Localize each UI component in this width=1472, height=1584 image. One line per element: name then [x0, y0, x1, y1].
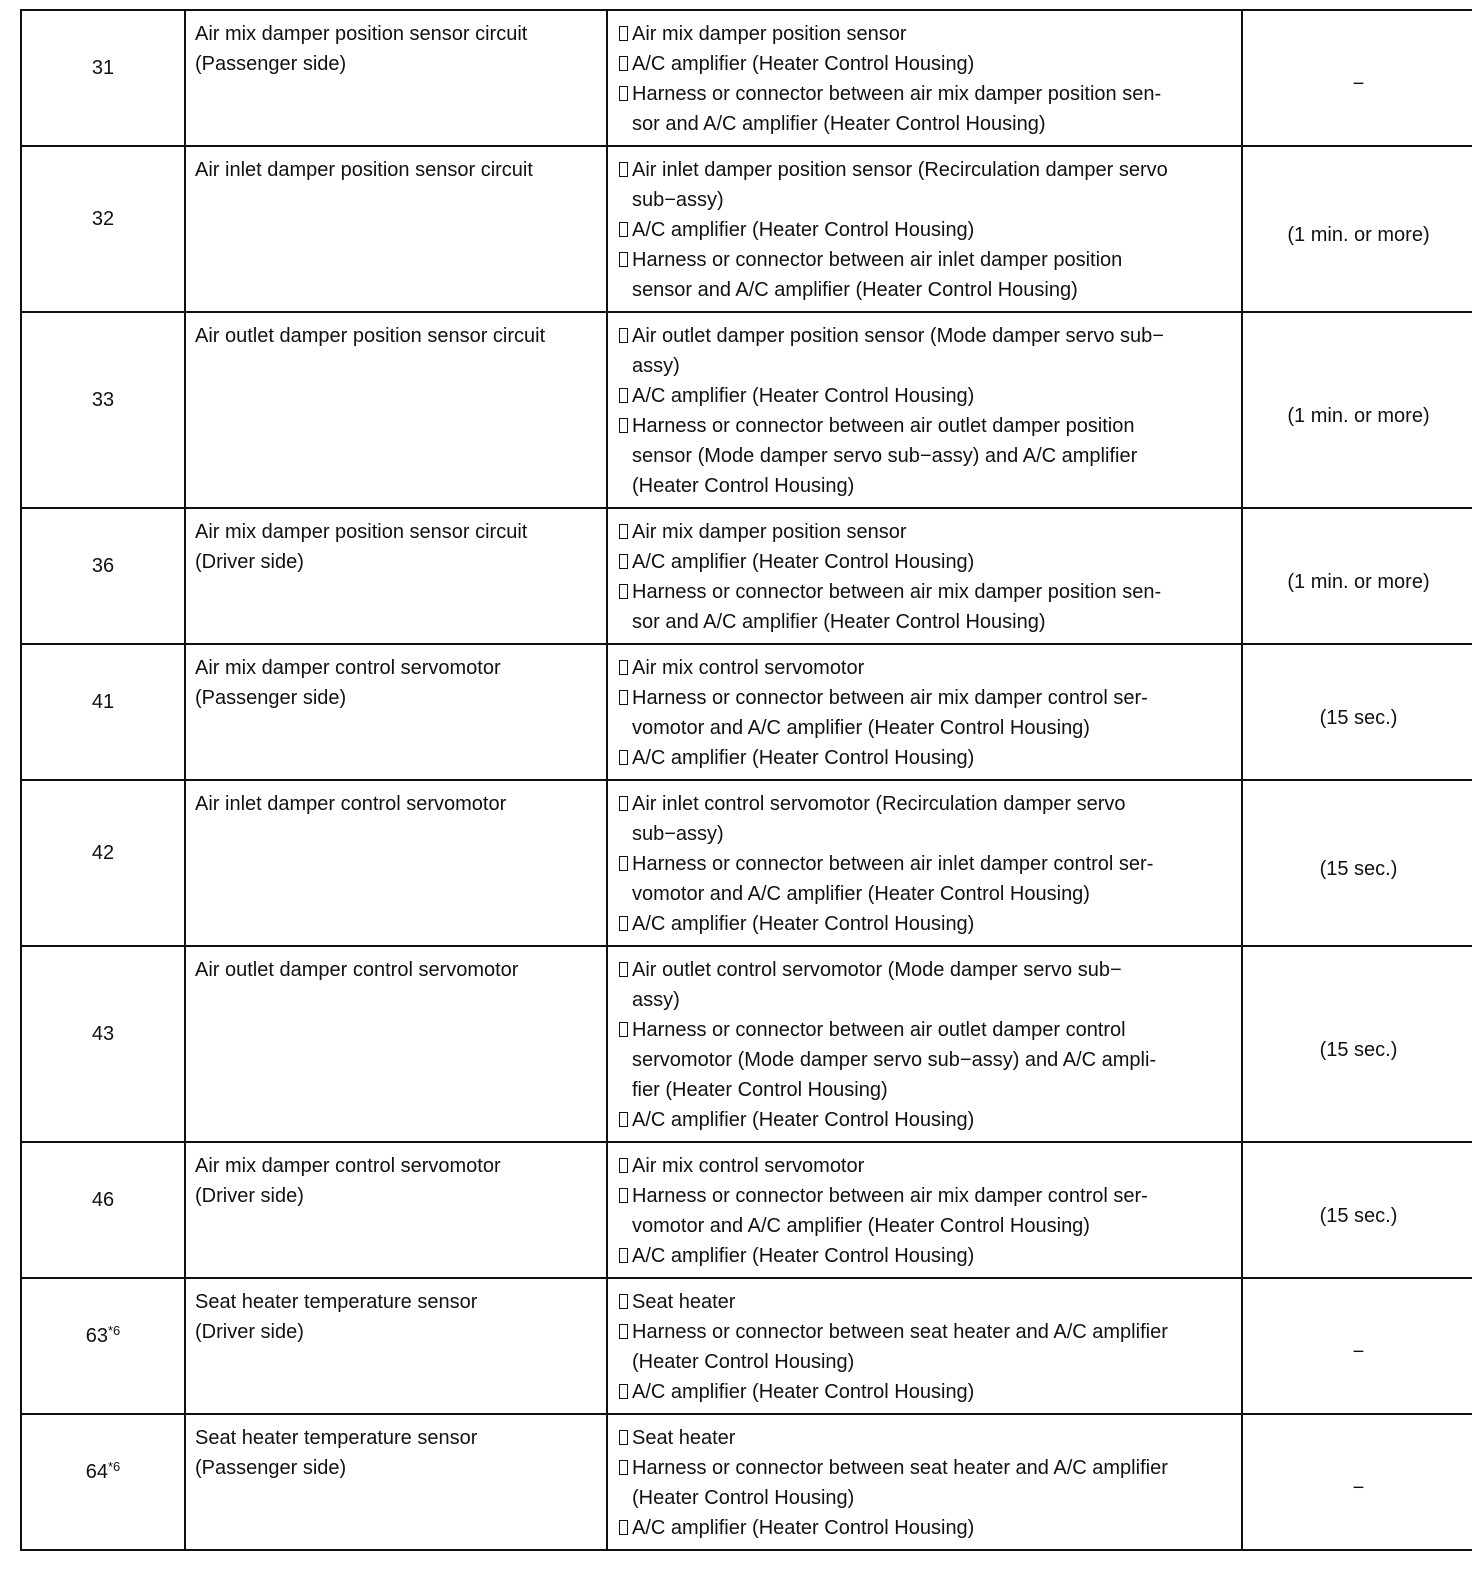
dtc-code — [92, 838, 114, 868]
bullet-box-icon — [619, 86, 628, 101]
detection-item-text: Air inlet damper position sensor circuit — [195, 159, 533, 181]
trouble-area-text: A/C amplifier (Heater Control Housing) — [632, 1109, 975, 1131]
trouble-area-item — [619, 1241, 1233, 1271]
dtc-code-cell — [21, 644, 185, 780]
bullet-box-icon — [619, 1520, 628, 1535]
trouble-area-text: A/C amplifier (Heater Control Housing) — [632, 1517, 975, 1539]
detection-item-cell — [185, 312, 607, 508]
bullet-box-icon — [619, 418, 628, 433]
dtc-code-cell — [21, 508, 185, 644]
dtc-code — [92, 53, 114, 83]
trouble-area-item — [619, 683, 1233, 743]
trouble-area-item — [619, 79, 1233, 139]
trouble-area-text: Seat heater — [632, 1291, 736, 1313]
bullet-box-icon — [619, 222, 628, 237]
trouble-area-item — [619, 577, 1233, 637]
dtc-code-number: 31 — [91, 57, 115, 79]
detection-item-text: Seat heater temperature sensor — [195, 1291, 478, 1313]
detection-item-text: Air mix damper control servomotor — [195, 1155, 501, 1177]
trouble-area-cell — [607, 644, 1242, 780]
memory-text: − — [1352, 73, 1365, 95]
trouble-area-text: Air mix control servomotor — [632, 1155, 865, 1177]
memory-cell — [1242, 644, 1472, 780]
trouble-area-item — [619, 789, 1233, 849]
bullet-box-icon — [619, 1294, 628, 1309]
dtc-code — [92, 1019, 114, 1049]
trouble-area-cell — [607, 1142, 1242, 1278]
dtc-code-number: 64 — [85, 1461, 108, 1483]
detection-item-text: Seat heater temperature sensor — [195, 1427, 478, 1449]
dtc-code — [92, 385, 114, 415]
table-row — [21, 146, 1472, 312]
trouble-area-text: A/C amplifier (Heater Control Housing) — [632, 747, 975, 769]
dtc-code-number: 36 — [91, 555, 115, 577]
dtc-code-footnote: *6 — [107, 1459, 121, 1474]
trouble-area-cell — [607, 780, 1242, 946]
detection-item-cell — [185, 1142, 607, 1278]
detection-item-cell — [185, 1278, 607, 1414]
trouble-area-text: Harness or connector between air outlet damper control servomotor (Mode damper servo sub−assy) and A/C ampli- fier (Heater Control Housing) — [632, 1019, 1157, 1101]
dtc-code — [92, 687, 114, 717]
table-row — [21, 10, 1472, 146]
memory-text: − — [1352, 1341, 1365, 1363]
trouble-area-item — [619, 1377, 1233, 1407]
trouble-area-text: Air outlet control servomotor (Mode damper servo sub− assy) — [632, 959, 1122, 1011]
trouble-area-item — [619, 1317, 1233, 1377]
table-row — [21, 508, 1472, 644]
trouble-area-text: Harness or connector between air mix damper position sen- sor and A/C amplifier (Heater Control Housing) — [632, 581, 1162, 633]
dtc-code — [92, 1185, 114, 1215]
dtc-code-footnote: *6 — [107, 1323, 121, 1338]
bullet-box-icon — [619, 1022, 628, 1037]
detection-item-text: (Passenger side) — [195, 53, 347, 75]
trouble-area-cell — [607, 146, 1242, 312]
memory-cell — [1242, 312, 1472, 508]
memory-cell — [1242, 1142, 1472, 1278]
trouble-area-item — [619, 517, 1233, 547]
trouble-area-item — [619, 1423, 1233, 1453]
trouble-area-text: Harness or connector between air outlet damper position sensor (Mode damper servo sub−assy) and A/C amplifier (Heater Control Housing) — [632, 415, 1138, 497]
memory-text: (15 sec.) — [1319, 707, 1398, 729]
bullet-box-icon — [619, 56, 628, 71]
memory-cell — [1242, 1278, 1472, 1414]
table-row — [21, 780, 1472, 946]
trouble-area-item — [619, 1181, 1233, 1241]
trouble-area-item — [619, 411, 1233, 501]
trouble-area-item — [619, 19, 1233, 49]
detection-item-text: (Driver side) — [195, 1321, 304, 1343]
trouble-area-text: Harness or connector between air mix damper control ser- vomotor and A/C amplifier (Heater Control Housing) — [632, 687, 1148, 739]
bullet-box-icon — [619, 388, 628, 403]
detection-item-cell — [185, 146, 607, 312]
dtc-code-cell — [21, 946, 185, 1142]
bullet-box-icon — [619, 328, 628, 343]
dtc-code-number: 41 — [91, 691, 115, 713]
memory-cell — [1242, 780, 1472, 946]
trouble-area-item — [619, 849, 1233, 909]
trouble-area-text: A/C amplifier (Heater Control Housing) — [632, 913, 975, 935]
trouble-area-cell — [607, 508, 1242, 644]
bullet-box-icon — [619, 962, 628, 977]
dtc-code-number: 42 — [91, 842, 115, 864]
trouble-area-item — [619, 49, 1233, 79]
detection-item-cell — [185, 946, 607, 1142]
bullet-box-icon — [619, 690, 628, 705]
bullet-box-icon — [619, 916, 628, 931]
dtc-code-number: 46 — [91, 1189, 115, 1211]
dtc-code-cell — [21, 1142, 185, 1278]
trouble-area-item — [619, 245, 1233, 305]
dtc-code-cell — [21, 1414, 185, 1550]
dtc-code — [92, 204, 114, 234]
trouble-area-item — [619, 955, 1233, 1015]
detection-item-text: Air inlet damper control servomotor — [195, 793, 507, 815]
dtc-code — [86, 1457, 121, 1487]
table-row — [21, 1142, 1472, 1278]
detection-item-text: Air mix damper position sensor circuit — [195, 23, 528, 45]
trouble-area-text: Harness or connector between seat heater and A/C amplifier (Heater Control Housing) — [632, 1321, 1168, 1373]
trouble-area-text: Harness or connector between air inlet damper position sensor and A/C amplifier (Heater Control Housing) — [632, 249, 1123, 301]
dtc-code-number: 33 — [91, 389, 115, 411]
trouble-area-text: A/C amplifier (Heater Control Housing) — [632, 1245, 975, 1267]
trouble-area-item — [619, 1151, 1233, 1181]
bullet-box-icon — [619, 750, 628, 765]
trouble-area-cell — [607, 1278, 1242, 1414]
memory-text: (1 min. or more) — [1287, 571, 1430, 593]
bullet-box-icon — [619, 856, 628, 871]
detection-item-text: (Passenger side) — [195, 1457, 347, 1479]
dtc-table — [20, 9, 1472, 1551]
memory-text: (1 min. or more) — [1287, 405, 1430, 427]
memory-text: − — [1352, 1477, 1365, 1499]
trouble-area-text: Air mix damper position sensor — [632, 23, 907, 45]
detection-item-text: (Driver side) — [195, 1185, 304, 1207]
dtc-code-cell — [21, 10, 185, 146]
bullet-box-icon — [619, 1460, 628, 1475]
dtc-code — [86, 1321, 121, 1351]
dtc-code-cell — [21, 312, 185, 508]
bullet-box-icon — [619, 660, 628, 675]
table-row — [21, 312, 1472, 508]
trouble-area-item — [619, 1453, 1233, 1513]
trouble-area-item — [619, 1105, 1233, 1135]
memory-cell — [1242, 508, 1472, 644]
trouble-area-text: Air mix control servomotor — [632, 657, 865, 679]
bullet-box-icon — [619, 162, 628, 177]
dtc-code-number: 32 — [91, 208, 115, 230]
trouble-area-item — [619, 155, 1233, 215]
trouble-area-text: Air inlet control servomotor (Recirculation damper servo sub−assy) — [632, 793, 1126, 845]
trouble-area-text: A/C amplifier (Heater Control Housing) — [632, 551, 975, 573]
trouble-area-item — [619, 547, 1233, 577]
trouble-area-text: A/C amplifier (Heater Control Housing) — [632, 53, 975, 75]
trouble-area-text: Harness or connector between seat heater and A/C amplifier (Heater Control Housing) — [632, 1457, 1168, 1509]
table-row — [21, 644, 1472, 780]
bullet-box-icon — [619, 796, 628, 811]
dtc-code-cell — [21, 146, 185, 312]
trouble-area-cell — [607, 946, 1242, 1142]
bullet-box-icon — [619, 524, 628, 539]
trouble-area-item — [619, 1015, 1233, 1105]
dtc-code-number: 63 — [85, 1325, 108, 1347]
bullet-box-icon — [619, 252, 628, 267]
memory-text: (15 sec.) — [1319, 1205, 1398, 1227]
bullet-box-icon — [619, 584, 628, 599]
trouble-area-item — [619, 321, 1233, 381]
memory-text: (15 sec.) — [1319, 858, 1398, 880]
detection-item-text: Air outlet damper position sensor circuit — [195, 325, 546, 347]
memory-cell — [1242, 1414, 1472, 1550]
bullet-box-icon — [619, 26, 628, 41]
trouble-area-text: Air outlet damper position sensor (Mode damper servo sub− assy) — [632, 325, 1164, 377]
bullet-box-icon — [619, 1430, 628, 1445]
detection-item-text: Air mix damper control servomotor — [195, 657, 501, 679]
trouble-area-text: Harness or connector between air mix damper position sen- sor and A/C amplifier (Heater Control Housing) — [632, 83, 1162, 135]
dtc-code-cell — [21, 780, 185, 946]
trouble-area-item — [619, 909, 1233, 939]
trouble-area-text: Harness or connector between air inlet damper control ser- vomotor and A/C amplifier (Heater Control Housing) — [632, 853, 1154, 905]
memory-text: (1 min. or more) — [1287, 224, 1430, 246]
bullet-box-icon — [619, 1384, 628, 1399]
detection-item-text: (Passenger side) — [195, 687, 347, 709]
detection-item-cell — [185, 780, 607, 946]
trouble-area-text: Air inlet damper position sensor (Recirculation damper servo sub−assy) — [632, 159, 1168, 211]
table-row — [21, 1414, 1472, 1550]
trouble-area-item — [619, 215, 1233, 245]
bullet-box-icon — [619, 1324, 628, 1339]
trouble-area-cell — [607, 1414, 1242, 1550]
table-row — [21, 946, 1472, 1142]
trouble-area-text: A/C amplifier (Heater Control Housing) — [632, 219, 975, 241]
trouble-area-item — [619, 743, 1233, 773]
trouble-area-item — [619, 1513, 1233, 1543]
detection-item-text: Air mix damper position sensor circuit — [195, 521, 528, 543]
trouble-area-cell — [607, 312, 1242, 508]
trouble-area-text: Air mix damper position sensor — [632, 521, 907, 543]
dtc-table-body — [21, 10, 1472, 1550]
bullet-box-icon — [619, 1188, 628, 1203]
bullet-box-icon — [619, 1158, 628, 1173]
memory-cell — [1242, 946, 1472, 1142]
memory-cell — [1242, 10, 1472, 146]
trouble-area-text: Harness or connector between air mix damper control ser- vomotor and A/C amplifier (Heater Control Housing) — [632, 1185, 1148, 1237]
trouble-area-item — [619, 1287, 1233, 1317]
detection-item-cell — [185, 644, 607, 780]
bullet-box-icon — [619, 1112, 628, 1127]
detection-item-text: Air outlet damper control servomotor — [195, 959, 519, 981]
detection-item-cell — [185, 1414, 607, 1550]
trouble-area-item — [619, 381, 1233, 411]
trouble-area-text: Seat heater — [632, 1427, 736, 1449]
dtc-code — [92, 551, 114, 581]
trouble-area-cell — [607, 10, 1242, 146]
dtc-code-cell — [21, 1278, 185, 1414]
trouble-area-text: A/C amplifier (Heater Control Housing) — [632, 1381, 975, 1403]
dtc-code-number: 43 — [91, 1023, 115, 1045]
trouble-area-text: A/C amplifier (Heater Control Housing) — [632, 385, 975, 407]
table-row — [21, 1278, 1472, 1414]
bullet-box-icon — [619, 554, 628, 569]
bullet-box-icon — [619, 1248, 628, 1263]
memory-text: (15 sec.) — [1319, 1039, 1398, 1061]
detection-item-cell — [185, 508, 607, 644]
trouble-area-item — [619, 653, 1233, 683]
detection-item-text: (Driver side) — [195, 551, 304, 573]
memory-cell — [1242, 146, 1472, 312]
detection-item-cell — [185, 10, 607, 146]
